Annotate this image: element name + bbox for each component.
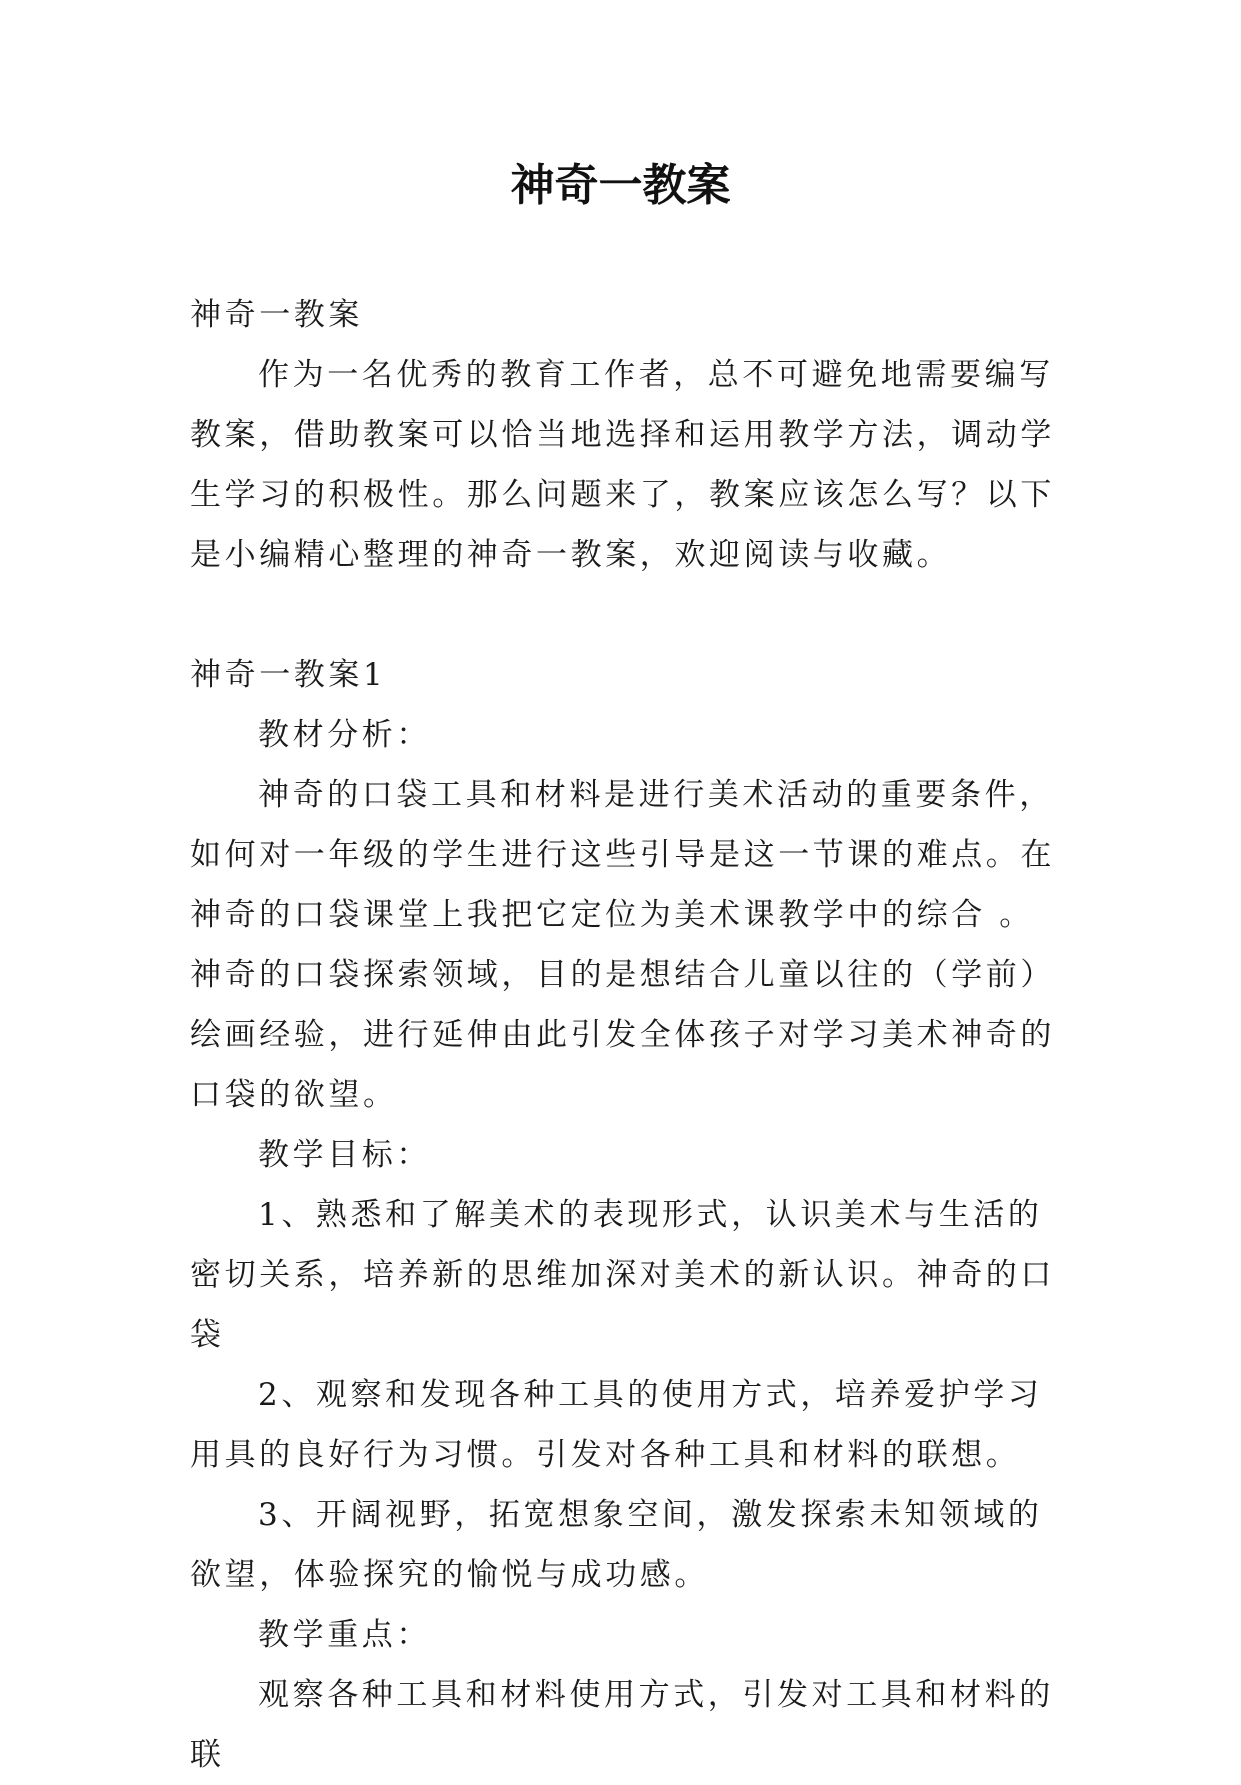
document-body <box>190 285 1070 1785</box>
section-heading-1: 神奇一教案1 <box>190 657 387 693</box>
goal-item-1: 1、熟悉和了解美术的表现形式，认识美术与生活的密切关系，培养新的思维加深对美术的新认识。神奇的口袋 <box>190 1197 1055 1353</box>
subheading-teaching-goals: 教学目标： <box>258 1137 431 1173</box>
intro-heading: 神奇一教案 <box>190 297 363 333</box>
goal-item-3: 3、开阔视野，拓宽想象空间，激发探索未知领域的欲望，体验探究的愉悦与成功感。 <box>190 1497 1043 1593</box>
teaching-focus-paragraph: 观察各种工具和材料使用方式，引发对工具和材料的联 <box>190 1677 1054 1773</box>
material-analysis-paragraph: 神奇的口袋工具和材料是进行美术活动的重要条件，如何对一年级的学生进行这些引导是这一节课的难点。在神奇的口袋课堂上我把它定位为美术课教学中的综合 。 神奇的口袋探索领域，目的是想结合儿童以往的（学前）绘画经验，进行延伸由此引发全体孩子对学习美术神奇的口袋的欲望。 <box>190 777 1055 1113</box>
subheading-material-analysis: 教材分析： <box>258 717 431 753</box>
intro-paragraph: 作为一名优秀的教育工作者，总不可避免地需要编写教案，借助教案可以恰当地选择和运用教学方法，调动学生学习的积极性。那么问题来了，教案应该怎么写？以下是小编精心整理的神奇一教案，欢迎阅读与收藏。 <box>190 357 1055 573</box>
subheading-teaching-focus: 教学重点： <box>258 1617 431 1653</box>
document-title: 神奇一教案 <box>510 160 731 211</box>
goal-item-2: 2、观察和发现各种工具的使用方式，培养爱护学习用具的良好行为习惯。引发对各种工具和材料的联想。 <box>190 1377 1043 1473</box>
